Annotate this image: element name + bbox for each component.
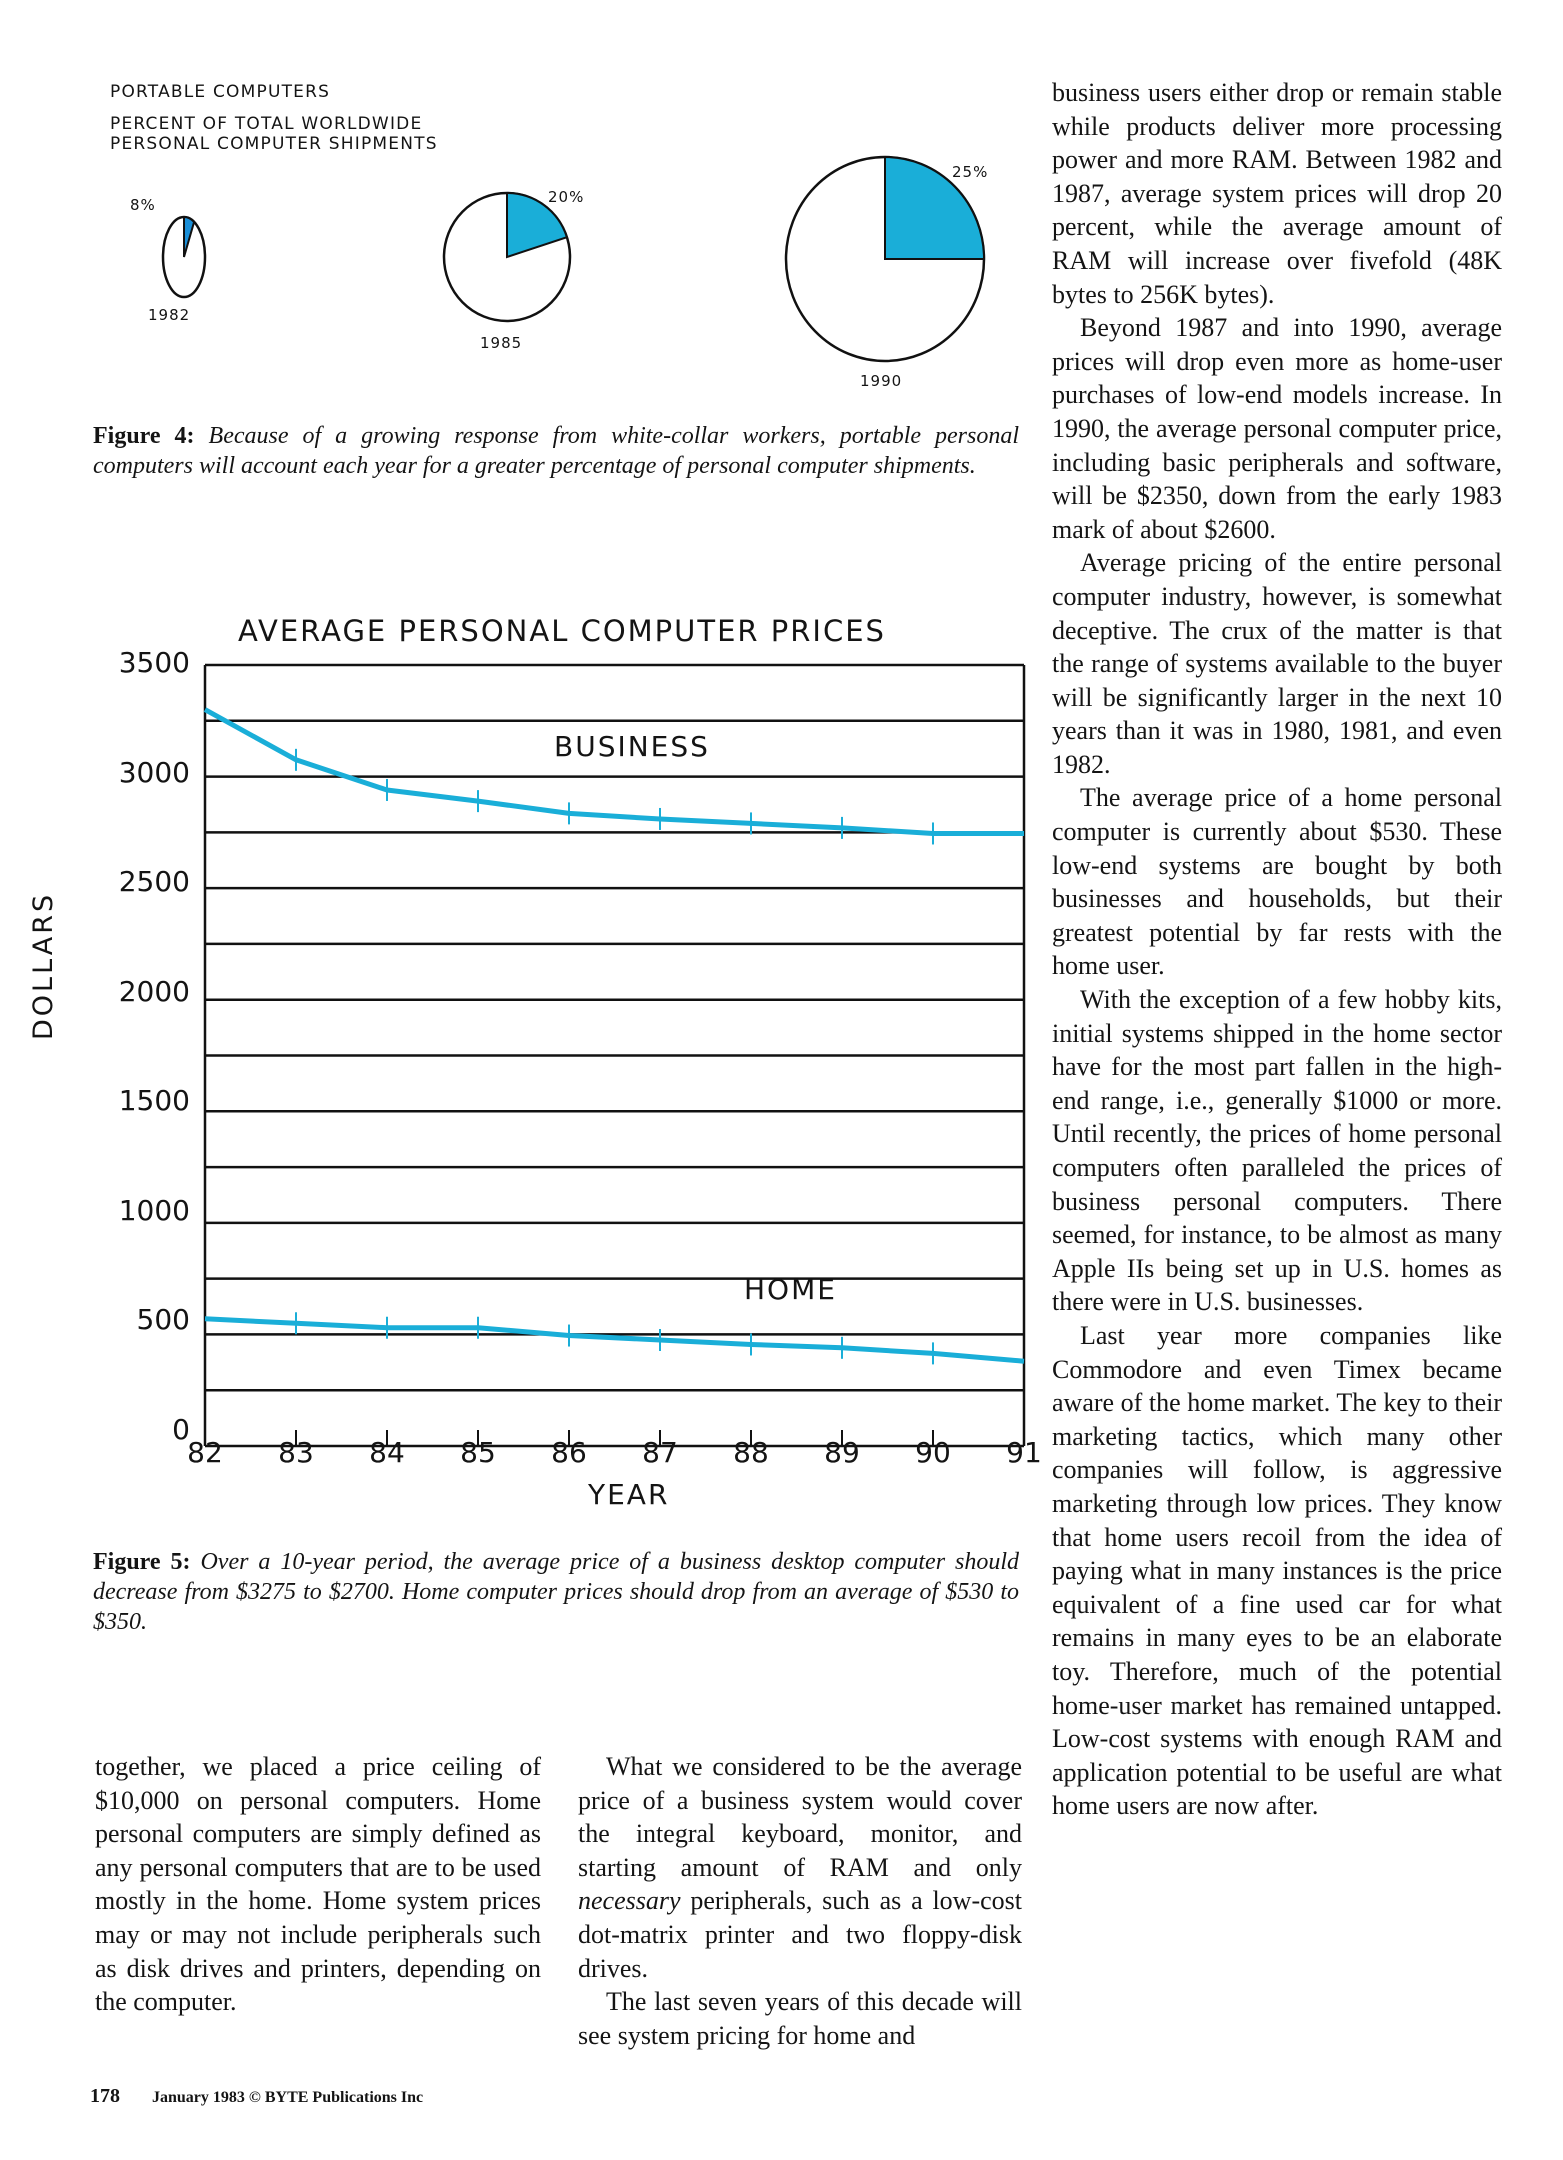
footer-credit: January 1983 © BYTE Publications Inc: [152, 2089, 424, 2106]
xtick: 87: [642, 1436, 678, 1469]
ytick-2500: 2500: [118, 865, 190, 898]
figure4-subtitle-1: PERCENT OF TOTAL WORLDWIDE: [110, 114, 423, 134]
figure4-title: PORTABLE COMPUTERS: [110, 82, 331, 102]
xtick: 88: [733, 1436, 769, 1469]
figure5-caption-label: Figure 5:: [93, 1549, 191, 1575]
figure5-plot: [0, 0, 1040, 1500]
figure4-subtitle-2: PERSONAL COMPUTER SHIPMENTS: [110, 134, 438, 154]
pie-1990-percent: 25%: [952, 163, 989, 181]
ytick-1500: 1500: [118, 1084, 190, 1117]
xtick: 84: [369, 1436, 405, 1469]
paragraph: The average price of a home personal computer is currently about $530. These low-end systems are bought by both businesses and households, but their greatest potential by far rests with the home user.: [1052, 783, 1502, 981]
home-series-label: HOME: [744, 1273, 837, 1306]
pie-1985-percent: 20%: [548, 188, 585, 206]
pie-1990-year: 1990: [860, 372, 903, 390]
ytick-3500: 3500: [118, 646, 190, 679]
figure5-title: AVERAGE PERSONAL COMPUTER PRICES: [238, 614, 886, 648]
ytick-2000: 2000: [118, 975, 190, 1008]
pie-1985-year: 1985: [480, 334, 523, 352]
page-number: 178: [90, 2085, 120, 2107]
column-right: [1052, 76, 1502, 1823]
paragraph: [578, 1750, 1022, 1985]
figure4-caption-label: Figure 4:: [93, 423, 195, 449]
paragraph: Beyond 1987 and into 1990, average prices will drop even more as home-user purchases of low-end models increase. In 1990, the average personal computer price, including basic peripherals and software, will be $2350, down from the early 1983 mark of about $2600.: [1052, 313, 1502, 544]
paragraph: together, we placed a price ceiling of $10,000 on personal computers. Home personal computers are simply defined as any personal computers that are to be used mostly in the home. Home system prices may or may not include peripherals such as disk drives and printers, depending on the computer.: [95, 1752, 541, 2017]
ytick-0: 0: [172, 1413, 190, 1446]
pie-1982-percent: 8%: [130, 196, 156, 214]
xtick: 83: [278, 1436, 314, 1469]
column-middle: [578, 1750, 1022, 2052]
xtick: 91: [1006, 1436, 1042, 1469]
page-footer: [90, 2085, 423, 2108]
figure5-xlabel: YEAR: [588, 1478, 670, 1511]
ytick-3000: 3000: [118, 756, 190, 789]
figure5-ylabel: DOLLARS: [28, 891, 59, 1040]
ytick-500: 500: [136, 1303, 190, 1336]
paragraph: Average pricing of the entire personal computer industry, however, is somewhat deceptive. The crux of the matter is that the range of systems available to the buyer will be significantly larger in the next 10 years than it was in 1980, 1981, and even 1982.: [1052, 548, 1502, 779]
figure5-caption: [93, 1547, 1019, 1637]
ytick-1000: 1000: [118, 1194, 190, 1227]
paragraph: Last year more companies like Commodore and even Timex became aware of the home market. The key to their marketing tactics, which many other companies will follow, is aggressive marketing through low prices. They know that home users recoil from the idea of paying what in many instances is the price equivalent of a fine used car for what remains in many eyes to be an elaborate toy. Therefore, much of the potential home-user market has remained untapped. Low-cost systems with enough RAM and application potential to be useful are what home users are now after.: [1052, 1320, 1502, 1821]
business-series-label: BUSINESS: [554, 730, 710, 763]
xtick: 89: [824, 1436, 860, 1469]
figure5-caption-text: Over a 10-year period, the average price of a business desktop computer should decrease from $3275 to $2700. Home computer prices should drop from an average of $530 to $350.: [93, 1549, 1019, 1635]
xtick: 85: [460, 1436, 496, 1469]
column-left: [95, 1750, 541, 2019]
paragraph-text: What we considered to be the average price of a business system would cover the integral keyboard, monitor, and starting amount of RAM and only: [578, 1752, 1022, 1882]
xtick: 90: [915, 1436, 951, 1469]
paragraph-text: peripherals, such as a low-cost dot-matrix printer and two floppy-disk drives.: [578, 1886, 1022, 1983]
paragraph: With the exception of a few hobby kits, initial systems shipped in the home sector have for the most part fallen in the high-end range, i.e., generally $1000 or more. Until recently, the prices of home personal computers often paralleled the prices of business personal computers. There seemed, for instance, to be almost as many Apple IIs being set up in U.S. homes as there were in U.S. businesses.: [1052, 985, 1502, 1317]
emphasis: necessary: [578, 1886, 681, 1916]
xtick: 86: [551, 1436, 587, 1469]
xtick: 82: [187, 1436, 223, 1469]
paragraph: The last seven years of this decade will see system pricing for home and: [578, 1987, 1022, 2050]
pie-1982-year: 1982: [148, 306, 191, 324]
figure4-caption-text: Because of a growing response from white-collar workers, portable personal computers will account each year for a greater percentage of personal computer shipments.: [93, 423, 1020, 479]
paragraph: business users either drop or remain stable while products deliver more processing power and more RAM. Between 1982 and 1987, average system prices will drop 20 percent, while the average amount of RAM will increase over fivefold (48K bytes to 256K bytes).: [1052, 78, 1502, 309]
